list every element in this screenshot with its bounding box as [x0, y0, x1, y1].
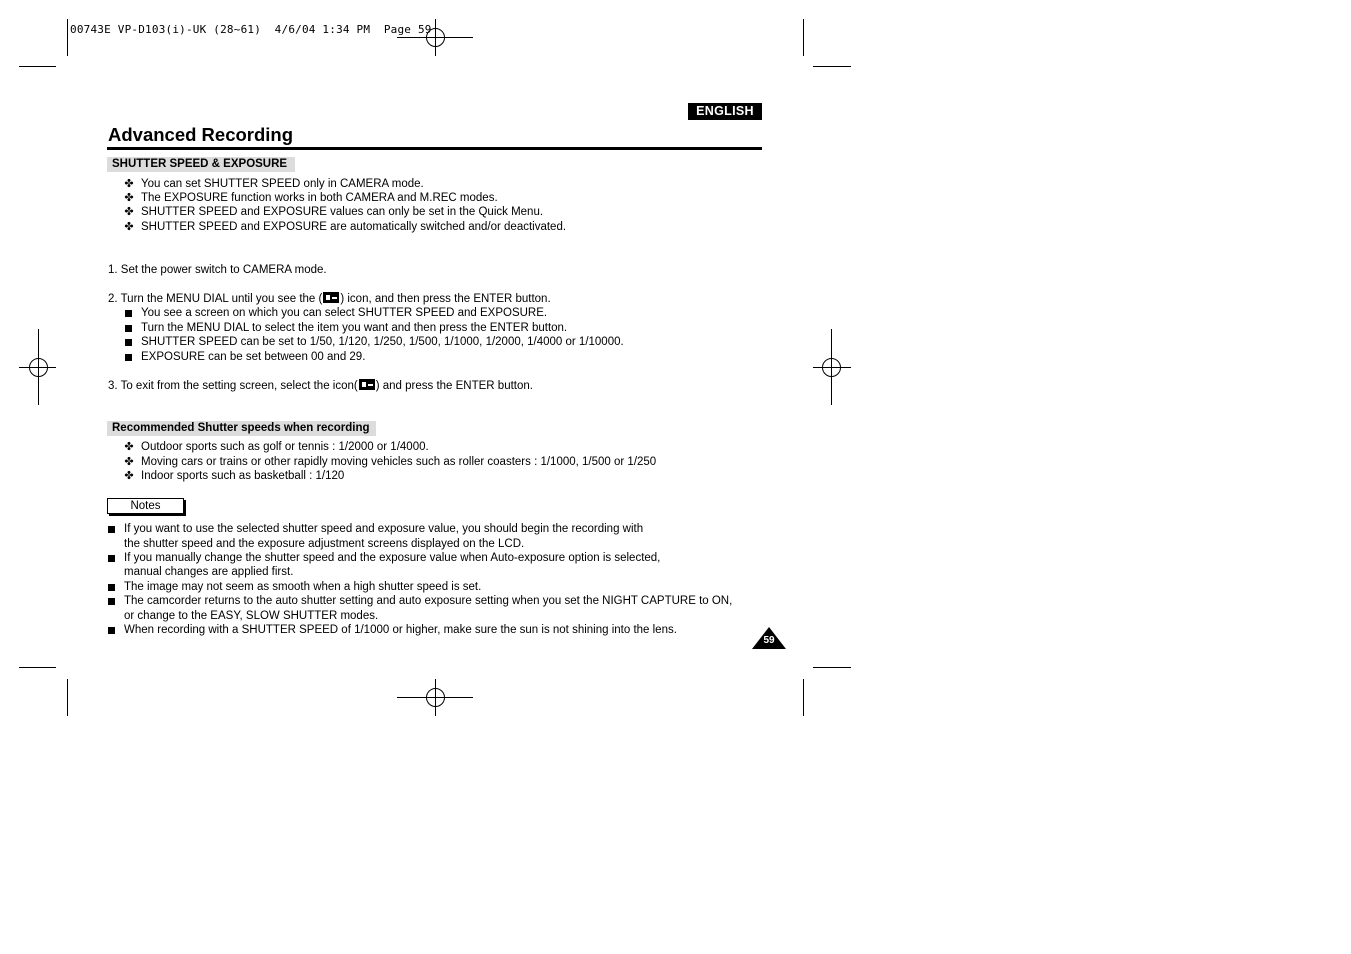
- square-bullet-icon: [108, 584, 115, 591]
- cross-bullet-icon: ✤: [124, 456, 134, 468]
- cross-bullet-icon: ✤: [124, 192, 134, 204]
- list-item: Moving cars or trains or other rapidly moving vehicles such as roller coasters : 1/1000, 1/500 or 1/250: [141, 456, 657, 468]
- step-2-text-a: 2. Turn the MENU DIAL until you see the (: [108, 293, 323, 305]
- camera-menu-icon: [323, 292, 339, 303]
- note-line: the shutter speed and the exposure adjustment screens displayed on the LCD.: [124, 538, 525, 550]
- step-2: [108, 292, 551, 306]
- note-line: If you manually change the shutter speed and the exposure value when Auto-exposure option is selected,: [124, 552, 661, 564]
- square-bullet-icon: [108, 598, 115, 605]
- language-badge: ENGLISH: [688, 103, 762, 120]
- registration-mark-icon: [822, 358, 841, 377]
- list-item: You can set SHUTTER SPEED only in CAMERA mode.: [141, 178, 424, 190]
- note-line: manual changes are applied first.: [124, 566, 294, 578]
- page-title: Advanced Recording: [108, 124, 294, 145]
- list-item: SHUTTER SPEED and EXPOSURE values can only be set in the Quick Menu.: [141, 206, 544, 218]
- list-item: SHUTTER SPEED and EXPOSURE are automatically switched and/or deactivated.: [141, 221, 567, 233]
- section-heading-shutter-exposure: SHUTTER SPEED & EXPOSURE: [107, 157, 295, 172]
- note-line: If you want to use the selected shutter speed and exposure value, you should begin the recording with: [124, 523, 644, 535]
- cross-bullet-icon: ✤: [124, 470, 134, 482]
- title-rule: [107, 147, 762, 150]
- note-line: The camcorder returns to the auto shutter setting and auto exposure setting when you set the NIGHT CAPTURE to ON,: [124, 595, 733, 607]
- registration-mark-icon: [426, 688, 445, 707]
- list-item: Outdoor sports such as golf or tennis : 1/2000 or 1/4000.: [141, 441, 429, 453]
- square-bullet-icon: [108, 627, 115, 634]
- step-2-text-b: ) icon, and then press the ENTER button.: [340, 293, 551, 305]
- list-item: Indoor sports such as basketball : 1/120: [141, 470, 345, 482]
- step-3-text-b: ) and press the ENTER button.: [375, 380, 533, 392]
- cross-bullet-icon: ✤: [124, 178, 134, 190]
- list-item: EXPOSURE can be set between 00 and 29.: [141, 351, 366, 363]
- crop-mark: [67, 679, 68, 716]
- section-heading-recommended-speeds: Recommended Shutter speeds when recording: [107, 421, 376, 436]
- cross-bullet-icon: ✤: [124, 441, 134, 453]
- crop-mark: [19, 66, 56, 67]
- print-header: 00743E VP-D103(i)-UK (28~61) 4/6/04 1:34 PM Page 59: [70, 23, 432, 36]
- step-3-text-a: 3. To exit from the setting screen, select the icon(: [108, 380, 358, 392]
- cross-bullet-icon: ✤: [124, 221, 134, 233]
- list-item: You see a screen on which you can select SHUTTER SPEED and EXPOSURE.: [141, 307, 548, 319]
- notes-label: Notes: [107, 498, 184, 514]
- crop-mark: [803, 679, 804, 716]
- square-bullet-icon: [108, 555, 115, 562]
- note-line: The image may not seem as smooth when a high shutter speed is set.: [124, 581, 482, 593]
- list-item: Turn the MENU DIAL to select the item you want and then press the ENTER button.: [141, 322, 568, 334]
- crop-mark: [803, 19, 804, 56]
- step-3: [108, 379, 533, 393]
- cross-bullet-icon: ✤: [124, 206, 134, 218]
- step-1: 1. Set the power switch to CAMERA mode.: [108, 264, 327, 276]
- crop-mark: [19, 667, 56, 668]
- camera-menu-icon: [359, 379, 375, 390]
- crop-mark: [813, 66, 851, 67]
- square-bullet-icon: [125, 310, 132, 317]
- crop-mark: [67, 19, 68, 56]
- crop-mark: [813, 667, 851, 668]
- page-number: 59: [763, 635, 775, 646]
- note-line: or change to the EASY, SLOW SHUTTER modes.: [124, 610, 379, 622]
- list-item: SHUTTER SPEED can be set to 1/50, 1/120, 1/250, 1/500, 1/1000, 1/2000, 1/4000 or 1/10000.: [141, 336, 624, 348]
- square-bullet-icon: [108, 526, 115, 533]
- list-item: The EXPOSURE function works in both CAMERA and M.REC modes.: [141, 192, 498, 204]
- square-bullet-icon: [125, 339, 132, 346]
- registration-mark-icon: [29, 358, 48, 377]
- square-bullet-icon: [125, 325, 132, 332]
- note-line: When recording with a SHUTTER SPEED of 1/1000 or higher, make sure the sun is not shining into the lens.: [124, 624, 677, 636]
- square-bullet-icon: [125, 354, 132, 361]
